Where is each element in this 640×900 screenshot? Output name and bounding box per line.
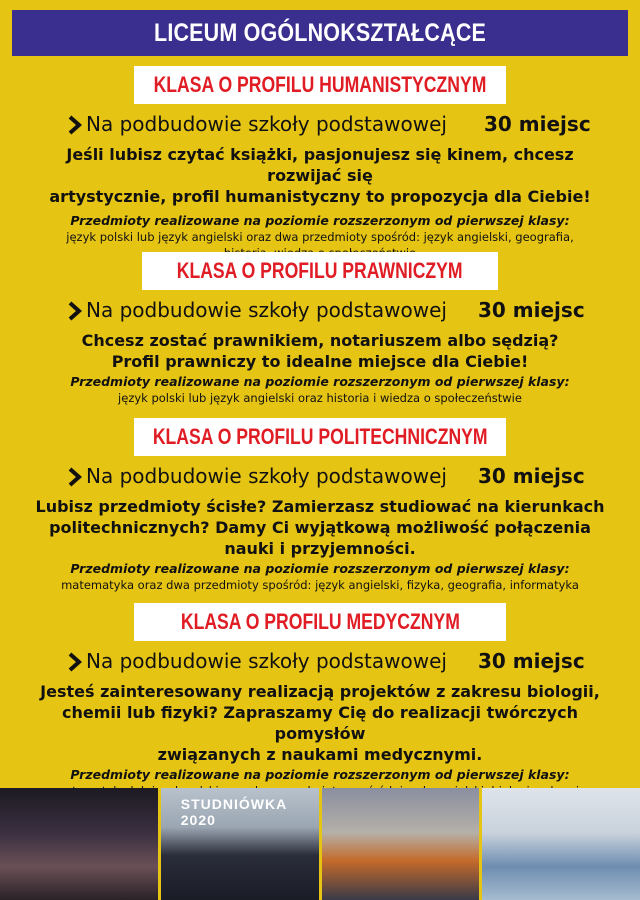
seats-count: 30 miejsc — [478, 464, 585, 488]
class-title: KLASA O PROFILU MEDYCZNYM — [134, 603, 506, 641]
chevron-right-icon — [68, 301, 82, 321]
chevron-right-icon — [68, 467, 82, 487]
seats-count: 30 miejsc — [478, 298, 585, 322]
photo-strip — [0, 788, 640, 900]
info-text: Na podbudowie szkoły podstawowej — [86, 649, 447, 673]
section-polytechnic — [0, 418, 640, 593]
seats-count: 30 miejsc — [478, 649, 585, 673]
class-title: KLASA O PROFILU HUMANISTYCZNYM — [134, 66, 506, 104]
subjects-list: język polski lub język angielski oraz historia i wiedza o społeczeństwie — [118, 391, 522, 405]
info-text: Na podbudowie szkoły podstawowej — [86, 464, 447, 488]
photo-students-group — [0, 788, 158, 900]
photo-prom — [161, 788, 319, 900]
subjects-heading: Przedmioty realizowane na poziomie rozszerzonym od pierwszej klasy: — [70, 374, 570, 389]
subjects-list: język polski lub język angielski oraz dwa przedmioty spośród: język angielski, geografia, — [66, 230, 574, 244]
info-text: Na podbudowie szkoły podstawowej — [86, 298, 447, 322]
class-title: KLASA O PROFILU PRAWNICZYM — [142, 252, 498, 290]
page-header — [12, 10, 628, 56]
info-row — [0, 462, 640, 496]
info-text: Na podbudowie szkoły podstawowej — [86, 112, 447, 136]
section-law — [0, 252, 640, 406]
section-medical — [0, 603, 640, 799]
class-title: KLASA O PROFILU POLITECHNICZNYM — [134, 418, 506, 456]
subjects-heading: Przedmioty realizowane na poziomie rozszerzonym od pierwszej klasy: — [70, 213, 570, 228]
info-row — [0, 647, 640, 681]
subjects-list: matematyka oraz dwa przedmioty spośród: język angielski, fizyka, geografia, informatyka — [61, 578, 579, 592]
chevron-right-icon — [68, 115, 82, 135]
info-row — [0, 296, 640, 330]
class-description: Jesteś zainteresowany realizacją projektów z zakresu biologii, chemii lub fizyki? Zapraszamy Cię do realizacji twórczych pomysłów związanych z naukami medycznymi. — [40, 682, 600, 764]
class-description: Lubisz przedmioty ścisłe? Zamierzasz studiować na kierunkach politechnicznych? Damy Ci wyjątkową możliwość połączenia nauki i przyjemności. — [35, 497, 605, 558]
chevron-right-icon — [68, 652, 82, 672]
class-description: Chcesz zostać prawnikiem, notariuszem albo sędzią? Profil prawniczy to idealne miejsce dla Ciebie! — [81, 331, 559, 371]
seats-count: 30 miejsc — [484, 112, 591, 136]
class-description: Jeśli lubisz czytać książki, pasjonujesz się kinem, chcesz rozwijać się artystycznie, profil humanistyczny to propozycja dla Ciebie! — [49, 145, 591, 206]
info-row — [0, 110, 640, 144]
photo-blood-donation — [482, 788, 640, 900]
photo-football-team — [322, 788, 480, 900]
page-title: LICEUM OGÓLNOKSZTAŁCĄCE — [153, 18, 487, 47]
subjects-heading: Przedmioty realizowane na poziomie rozszerzonym od pierwszej klasy: — [70, 767, 570, 782]
prom-banner: STUDNIÓWKA 2020 — [180, 796, 287, 828]
section-humanities — [0, 66, 640, 261]
subjects-heading: Przedmioty realizowane na poziomie rozszerzonym od pierwszej klasy: — [70, 561, 570, 576]
